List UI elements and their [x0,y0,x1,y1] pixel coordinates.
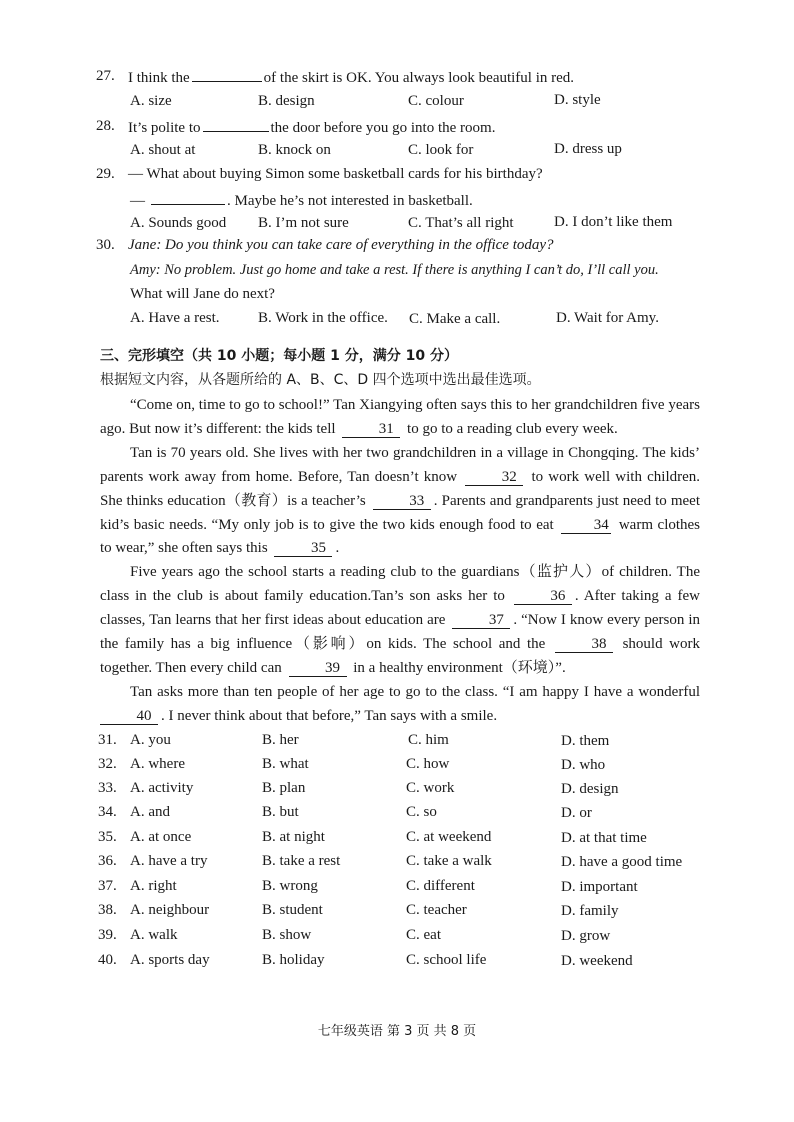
option: D. grow [561,928,611,944]
page-footer: 七年级英语 第 3 页 共 8 页 [317,1024,477,1039]
question-number: 32. [98,756,117,772]
option: D. them [561,733,610,749]
passage-text: “Come on, time to go to school!” Tan Xiangying often says this to her grandchildren five years ago. But now it’s different: the kids tell [100,397,700,437]
option: B. student [262,902,323,918]
question-stem [128,66,574,88]
option: C. That’s all right [408,215,514,231]
option: D. Wait for Amy. [556,310,659,326]
option: D. have a good time [561,854,683,870]
option: C. how [406,756,450,772]
option: D. who [561,757,606,773]
option: B. I’m not sure [258,215,349,231]
option: A. activity [130,780,194,796]
option: C. at weekend [406,829,492,845]
option: A. Have a rest. [130,310,220,326]
cloze-blank: 32 [465,469,523,486]
cloze-blank: 38 [555,636,613,653]
passage-text: Tan is 70 years old. She lives with her two grandchildren in a village in Chongqing. The kids’ parents work away from home. Before, Tan doesn’t know [100,444,700,485]
option: D. important [561,879,638,895]
question-number: 28. [96,118,115,134]
question-number: 29. [96,166,115,182]
option: D. at that time [561,830,647,846]
stem-text: the door before you go into the room. [270,120,496,136]
dialogue-line: Amy: No problem. Just go home and take a rest. If there is anything I can’t do, I’ll call you. [130,262,659,278]
option: B. her [262,732,299,748]
question-number: 27. [96,68,115,84]
option: A. Sounds good [130,215,227,231]
option: B. wrong [262,878,318,894]
cloze-blank: 40 [100,708,158,725]
stem-text: I think the [128,70,190,86]
option: B. Work in the office. [258,310,388,326]
option: A. size [130,93,172,109]
option: D. weekend [561,953,633,969]
option: D. family [561,903,619,919]
option: A. and [130,804,170,820]
cloze-blank: 37 [452,612,510,629]
option: D. design [561,781,619,797]
passage-text: should work together. Then every child can [100,636,700,676]
option: C. so [406,804,437,820]
question-number: 38. [98,902,117,918]
cloze-blank: 31 [342,421,400,438]
stem-text: of the skirt is OK. You always look beautiful in red. [263,70,575,86]
answer-blank [151,189,225,205]
passage-text: . “Now I know every person in the family has a big influence（影响）on kids. The school and the [100,612,701,653]
option: A. have a try [130,853,208,869]
option: A. neighbour [130,902,210,918]
cloze-blank: 35 [274,540,332,557]
question-number: 35. [98,829,117,845]
cloze-blank: 33 [373,493,431,510]
option: C. eat [406,927,441,943]
section-heading: 三、完形填空（共 10 小题；每小题 1 分，满分 10 分） [100,348,458,364]
passage-text: in a healthy environment（环境）”. [353,659,566,676]
option: D. or [561,805,592,821]
stem-text: . Maybe he’s not interested in basketball. [227,193,473,209]
question-number: 30. [96,237,115,253]
question-stem: What will Jane do next? [130,286,275,302]
option: B. take a rest [262,853,341,869]
option: A. walk [130,927,178,943]
option: B. plan [262,780,306,796]
answer-blank [192,66,262,82]
option: B. but [262,804,299,820]
option: C. him [408,732,449,748]
cloze-blank: 34 [561,517,611,534]
question-number: 37. [98,878,117,894]
option: A. shout at [130,142,196,158]
option: C. school life [406,952,487,968]
option: C. look for [408,142,474,158]
option: C. Make a call. [409,311,501,327]
option: B. design [258,93,315,109]
answer-blank [203,116,269,132]
option: B. holiday [262,952,325,968]
cloze-blank: 36 [514,588,572,605]
option: C. take a walk [406,853,492,869]
passage-paragraph [100,561,700,681]
option: D. dress up [554,141,622,157]
passage-text: to work well with children. She thinks education（教育）is a teacher’s [100,468,701,509]
passage-paragraph [100,442,700,562]
passage-text: Five years ago the school starts a reading club to the guardians（监护人）of children. The class in the club is about family education.Tan’s son asks her to [100,564,700,605]
cloze-passage [100,394,700,729]
stem-text: It’s polite to [128,120,201,136]
passage-text: to go to a reading club every week. [407,420,618,437]
option: B. at night [262,829,325,845]
option: C. colour [408,93,464,109]
question-stem [128,116,495,138]
option: A. right [130,878,177,894]
option: C. teacher [406,902,467,918]
option: A. where [130,756,185,772]
passage-text: warm clothes to wear,” she often says this [100,516,701,557]
question-number: 33. [98,780,117,796]
option: D. I don’t like them [554,214,673,230]
dialogue-line: Jane: Do you think you can take care of everything in the office today? [128,237,554,253]
cloze-blank: 39 [289,660,347,677]
question-stem [130,189,473,211]
question-number: 39. [98,927,117,943]
stem-text: — [130,193,145,209]
passage-paragraph [100,394,700,442]
option: B. knock on [258,142,331,158]
option: A. at once [130,829,192,845]
passage-text: . I never think about that before,” Tan says with a smile. [161,707,498,724]
question-number: 31. [98,732,117,748]
passage-paragraph [100,681,700,729]
passage-text: . Parents and grandparents just need to meet kid’s basic needs. “My only job is to give the two kids enough food to eat [100,492,701,533]
option: B. what [262,756,309,772]
option: D. style [554,92,601,108]
question-number: 34. [98,804,117,820]
section-instruction: 根据短文内容，从各题所给的 A、B、C、D 四个选项中选出最佳选项。 [100,372,541,388]
question-number: 36. [98,853,117,869]
question-stem: — What about buying Simon some basketball cards for his birthday? [128,166,543,182]
option: A. you [130,732,171,748]
passage-text: . [335,540,340,557]
option: C. different [406,878,475,894]
option: C. work [406,780,455,796]
option: B. show [262,927,312,943]
passage-text: . After taking a few classes, Tan learns that her first ideas about education are [100,588,700,629]
passage-text: Tan asks more than ten people of her age to go to the class. “I am happy I have a wonderful [130,683,700,700]
question-number: 40. [98,952,117,968]
option: A. sports day [130,952,210,968]
